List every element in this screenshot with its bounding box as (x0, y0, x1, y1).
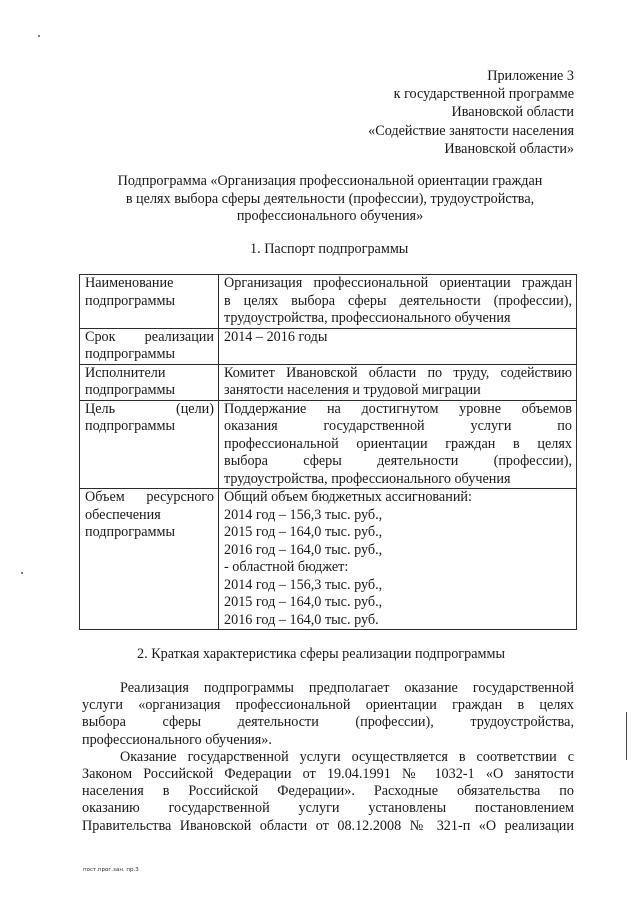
scan-speck (21, 572, 23, 574)
table-row (80, 364, 577, 400)
value-line: Общий объем бюджетных ассигнований: (224, 489, 472, 505)
value-line: трудоустройства, профессионального обучения (224, 470, 511, 487)
scan-margin-mark (626, 712, 627, 760)
title-line: Подпрограмма «Организация профессиональной ориентации граждан (117, 173, 543, 189)
body-line: Реализация подпрограммы предполагает оказание государственной (120, 680, 574, 696)
table-row (80, 400, 577, 489)
value-line: 2016 год – 164,0 тыс. руб., (224, 541, 383, 558)
label-line: подпрограммы (85, 382, 175, 398)
body-line: Законом Российской Федерации от 19.04.1991 № 1032-1 «О занятости (82, 766, 574, 783)
row-value (219, 328, 577, 364)
appendix-line: «Содействие занятости населения (368, 122, 574, 139)
body-line: населения в Российской Федерации». Расходные обязательства по (82, 783, 574, 800)
value-line: 2015 год – 164,0 тыс. руб., (224, 524, 383, 540)
value-line: оказания государственной услуги по (224, 418, 572, 434)
appendix-line: Приложение 3 (487, 68, 574, 84)
value-line: Комитет Ивановской области по труду, содействию (224, 364, 572, 381)
label-line: обеспечения (85, 506, 161, 523)
row-label (80, 489, 219, 630)
value-line: - областной бюджет: (224, 559, 349, 575)
body-paragraphs (82, 680, 574, 835)
label-line: Объем ресурсного (85, 489, 214, 505)
body-line: услуги «организация профессиональной ориентации граждан в целях (82, 697, 574, 714)
row-value (219, 275, 577, 329)
value-line: 2014 год – 156,3 тыс. руб., (224, 506, 383, 523)
table-row (80, 489, 577, 630)
value-line: выбора сферы деятельности (профессии), (224, 453, 572, 469)
scan-speck (38, 35, 40, 37)
value-line: Поддержание на достигнутом уровне объемов (224, 400, 572, 417)
body-line: Оказание государственной услуги осуществляется в соответствии с (120, 748, 574, 765)
appendix-line: к государственной программе (393, 86, 574, 103)
label-line: подпрограммы (85, 524, 175, 540)
body-line: профессионального обучения». (82, 731, 272, 748)
table-row (80, 275, 577, 329)
title-line: профессионального обучения» (236, 208, 424, 224)
label-line: Цель (цели) (85, 400, 214, 417)
value-line: трудоустройства, профессионального обучения (224, 310, 511, 326)
label-line: подпрограммы (85, 418, 175, 434)
row-label (80, 364, 219, 400)
value-line: 2014 год – 156,3 тыс. руб., (224, 576, 383, 593)
passport-table (79, 274, 577, 630)
section-2-heading: 2. Краткая характеристика сферы реализации подпрограммы (137, 646, 506, 662)
footer-note: пост.прог.зан. пр.3 (83, 867, 139, 873)
value-line: Организация профессиональной ориентации граждан (224, 275, 572, 291)
label-line: Наименование (85, 275, 174, 291)
title-line: в целях выбора сферы деятельности (профессии), трудоустройства, (125, 190, 535, 207)
row-label (80, 275, 219, 329)
body-line: выбора сферы деятельности (профессии), трудоустройства, (82, 714, 574, 731)
row-value (219, 489, 577, 630)
table-row (80, 328, 577, 364)
value-line: профессиональной ориентации граждан в целях (224, 435, 572, 452)
label-line: Исполнители (85, 364, 166, 381)
body-line: Правительства Ивановской области от 08.12.2008 № 321-п «О реализации (82, 817, 574, 834)
label-line: Срок реализации (85, 328, 214, 345)
row-label (80, 328, 219, 364)
appendix-header (368, 67, 574, 158)
value-line: 2016 год – 164,0 тыс. руб. (224, 611, 379, 628)
value-line: 2014 – 2016 годы (224, 328, 328, 345)
value-line: занятости населения и трудовой миграции (224, 382, 481, 398)
subprogram-title (80, 173, 580, 226)
body-line: оказанию государственной услуги установлены постановлением (82, 800, 574, 817)
row-label (80, 400, 219, 489)
row-value (219, 400, 577, 489)
section-1-heading: 1. Паспорт подпрограммы (250, 241, 409, 257)
appendix-line: Ивановской области (451, 104, 574, 121)
label-line: подпрограммы (85, 292, 175, 309)
label-line: подпрограммы (85, 346, 175, 362)
value-line: в целях выбора сферы деятельности (профессии), (224, 292, 572, 309)
value-line: 2015 год – 164,0 тыс. руб., (224, 594, 383, 610)
appendix-line: Ивановской области» (444, 140, 574, 157)
row-value (219, 364, 577, 400)
